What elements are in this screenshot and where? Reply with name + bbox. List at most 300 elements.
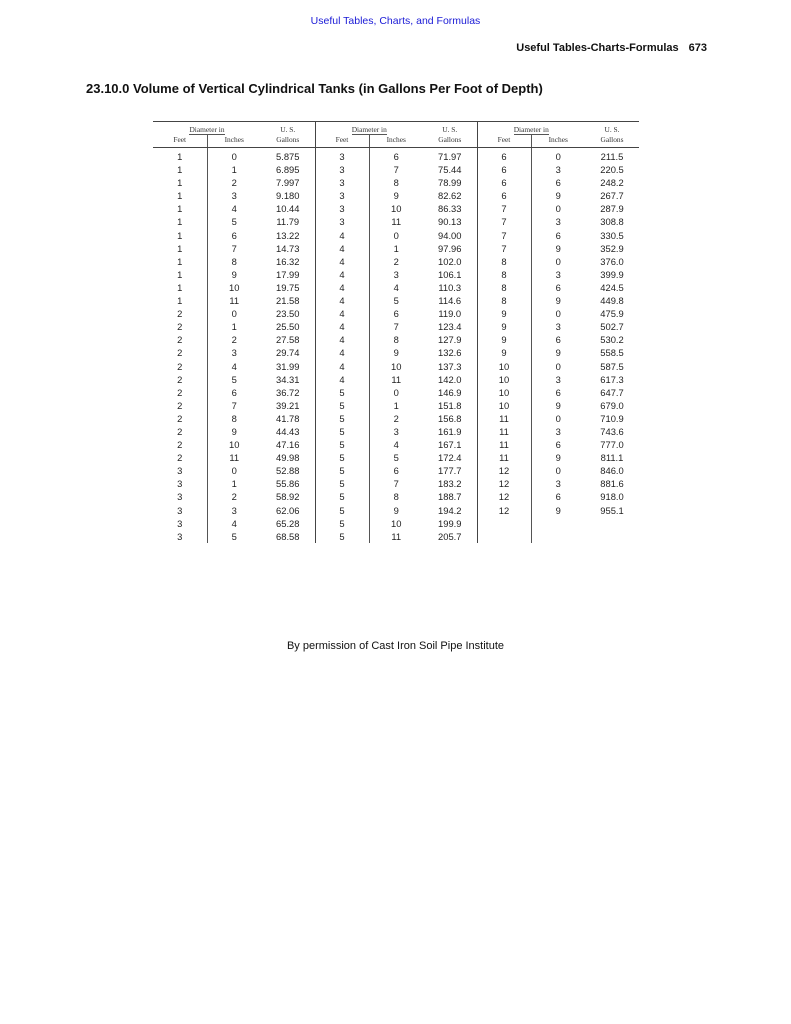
- gallons-cell: 14.73: [261, 242, 315, 255]
- gallons-cell: [585, 517, 639, 530]
- inches-cell: 2: [207, 176, 261, 189]
- feet-cell: 11: [499, 425, 509, 437]
- inches-cell: 5: [207, 530, 261, 543]
- gallons-cell: 287.9: [600, 203, 624, 215]
- feet-cell: 6: [501, 164, 507, 176]
- feet-cell: 1: [177, 203, 183, 215]
- feet-cell: 5: [339, 478, 345, 490]
- gallons-cell: 102.0: [423, 255, 477, 268]
- gallons-cell: 352.9: [600, 242, 624, 254]
- gallons-cell: 211.5: [600, 151, 624, 162]
- feet-cell: 9: [501, 347, 507, 359]
- inches-cell: 3: [207, 504, 261, 517]
- inches-cell: 10: [207, 281, 261, 294]
- inches-cell: 6: [531, 386, 585, 399]
- feet-cell: 5: [339, 504, 345, 516]
- gallons-cell: 710.9: [600, 412, 624, 424]
- gallons-cell: 21.58: [261, 294, 315, 307]
- gallons-cell: 39.21: [261, 399, 315, 412]
- feet-cell: 4: [339, 360, 345, 372]
- gallons-cell: 25.50: [261, 320, 315, 333]
- inches-header: Inches: [207, 135, 261, 148]
- inches-cell: 3: [531, 163, 585, 176]
- gallons-cell: 127.9: [423, 333, 477, 346]
- table-row: [153, 255, 639, 268]
- table-row: [153, 333, 639, 346]
- diameter-group-header: Diameter in: [513, 125, 549, 134]
- inches-cell: 10: [207, 438, 261, 451]
- feet-cell: 12: [498, 478, 510, 490]
- feet-cell: 2: [177, 321, 183, 333]
- inches-cell: 3: [531, 425, 585, 438]
- gallons-cell: 106.1: [423, 268, 477, 281]
- inches-cell: 0: [531, 255, 585, 268]
- inches-cell: 1: [207, 320, 261, 333]
- feet-cell: 3: [177, 504, 183, 516]
- inches-cell: 4: [369, 281, 423, 294]
- table-row: [153, 163, 639, 176]
- feet-cell: 3: [339, 164, 345, 176]
- feet-cell: 4: [339, 229, 345, 241]
- inches-cell: [531, 530, 585, 543]
- gallons-cell: 7.997: [261, 176, 315, 189]
- gallons-cell: 65.28: [261, 517, 315, 530]
- gallons-cell: 5.875: [261, 148, 315, 164]
- feet-cell: 2: [177, 308, 183, 320]
- gallons-cell: 123.4: [423, 320, 477, 333]
- feet-cell: 2: [177, 373, 183, 385]
- table-row: [153, 294, 639, 307]
- gallons-header-top: U. S.: [423, 122, 477, 136]
- feet-cell: 9: [501, 308, 507, 320]
- table-row: [153, 477, 639, 490]
- gallons-cell: 55.86: [261, 477, 315, 490]
- inches-cell: 8: [207, 412, 261, 425]
- gallons-cell: 62.06: [261, 504, 315, 517]
- feet-cell: 7: [501, 216, 507, 228]
- table-row: [153, 438, 639, 451]
- table-row: [153, 229, 639, 242]
- gallons-cell: 587.5: [600, 360, 624, 372]
- feet-cell: 4: [339, 321, 345, 333]
- inches-cell: 9: [369, 189, 423, 202]
- inches-cell: 9: [369, 504, 423, 517]
- gallons-header-bottom: Gallons: [585, 135, 639, 148]
- inches-cell: 5: [369, 294, 423, 307]
- inches-cell: 0: [207, 307, 261, 320]
- inches-cell: 6: [531, 333, 585, 346]
- feet-cell: 4: [339, 255, 345, 267]
- inches-cell: 6: [369, 307, 423, 320]
- inches-cell: 9: [531, 294, 585, 307]
- feet-cell: 3: [177, 517, 183, 529]
- section-title: 23.10.0 Volume of Vertical Cylindrical Tanks (in Gallons Per Foot of Depth): [86, 81, 543, 96]
- feet-cell: 1: [177, 190, 183, 202]
- feet-cell: 3: [177, 530, 183, 542]
- gallons-cell: 151.8: [423, 399, 477, 412]
- feet-cell: 5: [339, 425, 345, 437]
- gallons-cell: 31.99: [261, 360, 315, 373]
- feet-cell: 3: [339, 190, 345, 202]
- gallons-cell: [585, 530, 639, 543]
- gallons-cell: 679.0: [600, 399, 624, 411]
- gallons-cell: 23.50: [261, 307, 315, 320]
- gallons-cell: 41.78: [261, 412, 315, 425]
- inches-cell: 5: [369, 451, 423, 464]
- gallons-cell: 918.0: [600, 491, 624, 503]
- feet-cell: 1: [177, 164, 183, 176]
- inches-cell: 9: [531, 451, 585, 464]
- feet-cell: 3: [339, 203, 345, 215]
- inches-cell: 3: [531, 477, 585, 490]
- feet-cell: 12: [498, 504, 510, 516]
- feet-cell: 4: [339, 242, 345, 254]
- table-row: [153, 530, 639, 543]
- gallons-cell: 330.5: [600, 229, 624, 241]
- feet-cell: 3: [339, 216, 345, 228]
- tank-volume-table-wrap: [153, 121, 639, 543]
- feet-cell: 5: [339, 412, 345, 424]
- inches-cell: 6: [531, 229, 585, 242]
- inches-cell: 4: [207, 517, 261, 530]
- inches-cell: 11: [369, 530, 423, 543]
- inches-cell: 2: [207, 490, 261, 503]
- feet-cell: 3: [177, 491, 183, 503]
- inches-cell: 6: [531, 281, 585, 294]
- top-link[interactable]: Useful Tables, Charts, and Formulas: [310, 15, 481, 27]
- feet-cell: 5: [339, 452, 345, 464]
- gallons-cell: 308.8: [600, 216, 624, 228]
- feet-cell: 2: [177, 425, 183, 437]
- gallons-cell: 36.72: [261, 386, 315, 399]
- gallons-cell: 777.0: [600, 439, 624, 451]
- inches-cell: 6: [369, 464, 423, 477]
- inches-cell: 11: [369, 373, 423, 386]
- inches-cell: 6: [531, 490, 585, 503]
- gallons-cell: 743.6: [600, 425, 624, 437]
- gallons-cell: 137.3: [423, 360, 477, 373]
- inches-cell: 0: [531, 464, 585, 477]
- feet-cell: 11: [499, 439, 509, 451]
- gallons-cell: 267.7: [600, 190, 624, 202]
- feet-cell: 5: [339, 517, 345, 529]
- feet-cell: 3: [177, 465, 183, 477]
- table-row: [153, 464, 639, 477]
- gallons-cell: 10.44: [261, 202, 315, 215]
- inches-cell: 9: [531, 242, 585, 255]
- feet-cell: 4: [339, 308, 345, 320]
- feet-cell: 4: [339, 373, 345, 385]
- gallons-cell: 647.7: [600, 386, 624, 398]
- gallons-cell: 110.3: [423, 281, 477, 294]
- gallons-cell: 558.5: [600, 347, 624, 359]
- gallons-cell: 146.9: [423, 386, 477, 399]
- table-row: [153, 189, 639, 202]
- feet-header: Feet: [153, 135, 207, 148]
- feet-cell: 5: [339, 465, 345, 477]
- gallons-cell: 188.7: [423, 490, 477, 503]
- inches-cell: 7: [207, 242, 261, 255]
- inches-cell: 11: [369, 215, 423, 228]
- gallons-cell: 376.0: [600, 255, 624, 267]
- feet-cell: 1: [177, 255, 183, 267]
- table-row: [153, 360, 639, 373]
- inches-header: Inches: [531, 135, 585, 148]
- feet-cell: 3: [339, 151, 345, 162]
- inches-cell: 5: [207, 373, 261, 386]
- inches-cell: 0: [531, 412, 585, 425]
- diameter-group-header: Diameter in: [189, 125, 225, 134]
- feet-cell: 1: [177, 229, 183, 241]
- feet-cell: 2: [177, 334, 183, 346]
- gallons-cell: 530.2: [600, 334, 624, 346]
- feet-cell: 1: [177, 242, 183, 254]
- inches-cell: 6: [369, 148, 423, 164]
- inches-cell: 3: [531, 373, 585, 386]
- feet-header: Feet: [477, 135, 531, 148]
- gallons-cell: 199.9: [423, 517, 477, 530]
- gallons-cell: 9.180: [261, 189, 315, 202]
- feet-cell: 11: [499, 412, 509, 424]
- table-row: [153, 320, 639, 333]
- table-row: [153, 373, 639, 386]
- feet-cell: 12: [498, 465, 510, 477]
- gallons-cell: 29.74: [261, 346, 315, 359]
- table-row: [153, 176, 639, 189]
- inches-cell: 1: [369, 242, 423, 255]
- feet-cell: 8: [501, 255, 507, 267]
- feet-cell: 7: [501, 242, 507, 254]
- gallons-cell: 71.97: [423, 148, 477, 164]
- gallons-cell: 248.2: [600, 177, 624, 189]
- feet-cell: 7: [501, 203, 507, 215]
- table-row: [153, 281, 639, 294]
- inches-header: Inches: [369, 135, 423, 148]
- inches-cell: 5: [207, 215, 261, 228]
- feet-cell: 5: [339, 491, 345, 503]
- gallons-header-bottom: Gallons: [261, 135, 315, 148]
- gallons-cell: 424.5: [600, 281, 624, 293]
- gallons-cell: 156.8: [423, 412, 477, 425]
- feet-cell: 6: [501, 151, 507, 162]
- table-row: [153, 242, 639, 255]
- feet-cell: 8: [501, 281, 507, 293]
- inches-cell: 6: [207, 229, 261, 242]
- inches-cell: 1: [207, 163, 261, 176]
- feet-cell: 10: [498, 399, 510, 411]
- inches-cell: 7: [207, 399, 261, 412]
- feet-cell: 1: [177, 216, 183, 228]
- inches-cell: 8: [369, 490, 423, 503]
- inches-cell: 2: [207, 333, 261, 346]
- inches-cell: 3: [207, 346, 261, 359]
- feet-header: Feet: [315, 135, 369, 148]
- feet-cell: 12: [498, 491, 510, 503]
- inches-cell: 2: [369, 412, 423, 425]
- gallons-cell: 52.88: [261, 464, 315, 477]
- table-row: [153, 504, 639, 517]
- inches-cell: 3: [531, 268, 585, 281]
- feet-cell: 10: [498, 386, 510, 398]
- inches-cell: 3: [207, 189, 261, 202]
- gallons-cell: 94.00: [423, 229, 477, 242]
- inches-cell: 3: [531, 215, 585, 228]
- gallons-cell: 82.62: [423, 189, 477, 202]
- table-row: [153, 490, 639, 503]
- table-row: [153, 412, 639, 425]
- inches-cell: 9: [531, 346, 585, 359]
- gallons-cell: 114.6: [423, 294, 477, 307]
- inches-cell: 10: [369, 517, 423, 530]
- feet-cell: 2: [177, 412, 183, 424]
- gallons-header-bottom: Gallons: [423, 135, 477, 148]
- inches-cell: 9: [531, 189, 585, 202]
- gallons-cell: 90.13: [423, 215, 477, 228]
- permission-credit: By permission of Cast Iron Soil Pipe Institute: [286, 640, 505, 652]
- feet-cell: 10: [498, 373, 510, 385]
- inches-cell: 10: [369, 360, 423, 373]
- inches-cell: 8: [369, 176, 423, 189]
- table-row: [153, 202, 639, 215]
- gallons-cell: 399.9: [600, 268, 624, 280]
- gallons-cell: 119.0: [423, 307, 477, 320]
- gallons-cell: 449.8: [600, 295, 624, 307]
- feet-cell: 11: [499, 452, 509, 464]
- gallons-cell: 49.98: [261, 451, 315, 464]
- inches-cell: 8: [207, 255, 261, 268]
- table-row: [153, 215, 639, 228]
- table-row: [153, 307, 639, 320]
- gallons-header-top: U. S.: [604, 125, 620, 134]
- inches-cell: [531, 517, 585, 530]
- feet-cell: 2: [177, 399, 183, 411]
- feet-cell: 2: [177, 452, 183, 464]
- inches-cell: 8: [369, 333, 423, 346]
- inches-cell: 0: [369, 229, 423, 242]
- table-body: [153, 148, 639, 543]
- gallons-cell: 955.1: [600, 504, 624, 516]
- inches-cell: 3: [369, 425, 423, 438]
- gallons-cell: 86.33: [423, 202, 477, 215]
- feet-cell: 1: [177, 177, 183, 189]
- table-row: [153, 451, 639, 464]
- inches-cell: 6: [531, 438, 585, 451]
- gallons-cell: 16.32: [261, 255, 315, 268]
- gallons-cell: 132.6: [423, 346, 477, 359]
- feet-cell: 4: [339, 281, 345, 293]
- inches-cell: 10: [369, 202, 423, 215]
- gallons-cell: 27.58: [261, 333, 315, 346]
- gallons-cell: 13.22: [261, 229, 315, 242]
- table-row: [153, 399, 639, 412]
- gallons-header-top: U. S.: [261, 122, 315, 136]
- inches-cell: 9: [207, 268, 261, 281]
- inches-cell: 9: [531, 504, 585, 517]
- gallons-cell: 502.7: [600, 321, 624, 333]
- inches-cell: 6: [531, 176, 585, 189]
- inches-cell: 6: [207, 386, 261, 399]
- feet-cell: 9: [501, 334, 507, 346]
- gallons-cell: 97.96: [423, 242, 477, 255]
- feet-cell: 4: [339, 268, 345, 280]
- inches-cell: 0: [531, 307, 585, 320]
- table-row: [153, 268, 639, 281]
- gallons-cell: 68.58: [261, 530, 315, 543]
- inches-cell: 0: [531, 360, 585, 373]
- feet-cell: [477, 517, 531, 530]
- inches-cell: 4: [369, 438, 423, 451]
- feet-cell: 5: [339, 399, 345, 411]
- feet-cell: 3: [339, 177, 345, 189]
- running-title: Useful Tables-Charts-Formulas: [516, 42, 679, 54]
- inches-cell: 0: [531, 148, 585, 164]
- feet-cell: 2: [177, 386, 183, 398]
- gallons-cell: 167.1: [423, 438, 477, 451]
- inches-cell: 3: [531, 320, 585, 333]
- gallons-cell: 172.4: [423, 451, 477, 464]
- gallons-cell: 161.9: [423, 425, 477, 438]
- diameter-group-header: Diameter in: [351, 125, 387, 134]
- inches-cell: 11: [207, 451, 261, 464]
- gallons-cell: 846.0: [600, 465, 624, 477]
- gallons-cell: 205.7: [423, 530, 477, 543]
- feet-cell: 1: [177, 268, 183, 280]
- feet-cell: 8: [501, 295, 507, 307]
- inches-cell: 3: [369, 268, 423, 281]
- gallons-cell: 220.5: [600, 164, 624, 176]
- inches-cell: 0: [369, 386, 423, 399]
- gallons-cell: 811.1: [600, 452, 624, 464]
- gallons-cell: 194.2: [423, 504, 477, 517]
- feet-cell: 8: [501, 268, 507, 280]
- inches-cell: 1: [369, 399, 423, 412]
- feet-cell: 5: [339, 386, 345, 398]
- gallons-cell: 78.99: [423, 176, 477, 189]
- table-row: [153, 386, 639, 399]
- header-row-top: [153, 122, 639, 136]
- gallons-cell: 142.0: [423, 373, 477, 386]
- inches-cell: 4: [207, 360, 261, 373]
- running-head: [516, 42, 707, 54]
- feet-cell: 4: [339, 334, 345, 346]
- feet-cell: 5: [339, 530, 345, 542]
- feet-cell: 5: [339, 439, 345, 451]
- inches-cell: 2: [369, 255, 423, 268]
- table-row: [153, 517, 639, 530]
- gallons-cell: 475.9: [600, 308, 624, 320]
- inches-cell: 0: [531, 202, 585, 215]
- inches-cell: 9: [369, 346, 423, 359]
- inches-cell: 9: [531, 399, 585, 412]
- inches-cell: 0: [207, 148, 261, 164]
- gallons-cell: 19.75: [261, 281, 315, 294]
- feet-cell: 1: [177, 151, 183, 162]
- feet-cell: 1: [177, 295, 183, 307]
- tank-volume-table: [153, 121, 639, 543]
- feet-cell: 2: [177, 439, 183, 451]
- gallons-cell: 881.6: [600, 478, 624, 490]
- header-row-bottom: [153, 135, 639, 148]
- feet-cell: 4: [339, 295, 345, 307]
- inches-cell: 1: [207, 477, 261, 490]
- feet-cell: 2: [177, 347, 183, 359]
- table-row: [153, 425, 639, 438]
- inches-cell: 7: [369, 477, 423, 490]
- gallons-cell: 34.31: [261, 373, 315, 386]
- inches-cell: 7: [369, 320, 423, 333]
- feet-cell: 10: [498, 360, 510, 372]
- feet-cell: 9: [501, 321, 507, 333]
